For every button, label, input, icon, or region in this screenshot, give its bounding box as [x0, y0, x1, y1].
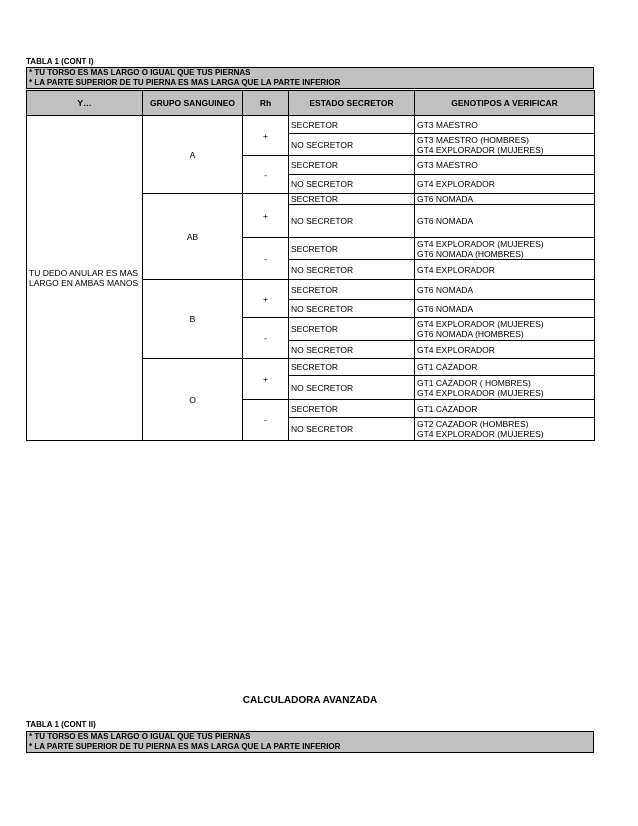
genotipo-line: GT4 EXPLORADOR	[417, 344, 495, 355]
genotipo-cell	[415, 300, 595, 318]
genotipo-cell	[415, 280, 595, 300]
genotipo-line: GT4 EXPLORADOR	[417, 264, 495, 275]
estado-cell: NO SECRETOR	[289, 376, 415, 400]
estado-cell: NO SECRETOR	[289, 300, 415, 318]
table-1-label: TABLA 1 (CONT I)	[26, 57, 94, 66]
table-2-banner	[26, 731, 594, 753]
rh-cell: -	[243, 156, 289, 194]
estado-cell: NO SECRETOR	[289, 418, 415, 441]
table-1-note-1: * TU TORSO ES MAS LARGO O IGUAL QUE TUS PIERNAS	[29, 68, 251, 77]
rh-cell: -	[243, 318, 289, 359]
genotipo-line: GT4 EXPLORADOR (MUJERES)	[417, 387, 544, 398]
estado-cell: NO SECRETOR	[289, 205, 415, 238]
header-estado-secretor: ESTADO SECRETOR	[289, 91, 415, 116]
genotipo-cell	[415, 134, 595, 156]
genotipo-cell	[415, 175, 595, 194]
estado-cell: NO SECRETOR	[289, 134, 415, 156]
y-condition-cell: TU DEDO ANULAR ES MAS LARGO EN AMBAS MANOS	[27, 116, 143, 441]
estado-cell: SECRETOR	[289, 116, 415, 134]
genotipo-line: GT2 CAZADOR (HOMBRES)	[417, 419, 529, 429]
table-header-row	[27, 91, 595, 116]
genotipo-cell	[415, 238, 595, 260]
estado-cell: NO SECRETOR	[289, 175, 415, 194]
genotipo-line: GT6 NOMADA (HOMBRES)	[417, 329, 524, 339]
genotipo-cell	[415, 156, 595, 175]
genotipo-line: GT1 CAZADOR	[417, 403, 478, 414]
genotipo-cell	[415, 359, 595, 376]
rh-cell: +	[243, 359, 289, 400]
genotipo-line: GT6 NOMADA	[417, 303, 474, 314]
blood-group-cell: AB	[143, 194, 243, 280]
genotipo-line: GT1 CAZADOR	[417, 362, 478, 372]
header-rh: Rh	[243, 91, 289, 116]
rh-cell: -	[243, 238, 289, 280]
table-1-banner	[26, 67, 594, 89]
genotipo-cell	[415, 194, 595, 205]
estado-cell: SECRETOR	[289, 194, 415, 205]
genotipo-line: GT4 EXPLORADOR (MUJERES)	[417, 429, 544, 439]
genotipo-cell	[415, 418, 595, 441]
estado-cell: SECRETOR	[289, 156, 415, 175]
genotipo-cell	[415, 341, 595, 359]
section-title: CALCULADORA AVANZADA	[242, 695, 378, 706]
genotipo-line: GT6 NOMADA	[417, 216, 474, 226]
header-genotipos: GENOTIPOS A VERIFICAR	[415, 91, 595, 116]
genotipo-line: GT4 EXPLORADOR (MUJERES)	[417, 319, 544, 329]
blood-group-cell: A	[143, 116, 243, 194]
genotipo-line: GT4 EXPLORADOR	[417, 179, 495, 189]
genotipo-line: GT3 MAESTRO	[417, 119, 478, 130]
estado-cell: SECRETOR	[289, 280, 415, 300]
genotipo-cell	[415, 400, 595, 418]
rh-cell: +	[243, 194, 289, 238]
genotipo-line: GT4 EXPLORADOR (MUJERES)	[417, 144, 544, 155]
estado-cell: SECRETOR	[289, 359, 415, 376]
genotipo-cell	[415, 376, 595, 400]
genotipo-cell	[415, 260, 595, 280]
genotipo-cell	[415, 318, 595, 341]
estado-cell: SECRETOR	[289, 318, 415, 341]
table-2-label: TABLA 1 (CONT II)	[26, 720, 96, 729]
genotipo-line: GT4 EXPLORADOR (MUJERES)	[417, 238, 544, 249]
header-grupo-sanguineo: GRUPO SANGUINEO	[143, 91, 243, 116]
table-row	[27, 116, 595, 134]
estado-cell: SECRETOR	[289, 238, 415, 260]
estado-cell: SECRETOR	[289, 400, 415, 418]
table-2-note-2: * LA PARTE SUPERIOR DE TU PIERNA ES MAS LARGA QUE LA PARTE INFERIOR	[29, 742, 341, 751]
blood-group-cell: B	[143, 280, 243, 359]
genotype-table	[26, 90, 595, 441]
genotipo-cell	[415, 116, 595, 134]
rh-cell: +	[243, 116, 289, 156]
genotipo-line: GT1 CAZADOR ( HOMBRES)	[417, 377, 531, 388]
table-2-note-1: * TU TORSO ES MAS LARGO O IGUAL QUE TUS PIERNAS	[29, 732, 251, 741]
genotipo-line: GT6 NOMADA	[417, 284, 474, 295]
genotipo-line: GT3 MAESTRO (HOMBRES)	[417, 134, 529, 145]
genotipo-line: GT3 MAESTRO	[417, 160, 478, 170]
rh-cell: -	[243, 400, 289, 441]
blood-group-cell: O	[143, 359, 243, 441]
estado-cell: NO SECRETOR	[289, 260, 415, 280]
genotipo-cell	[415, 205, 595, 238]
genotipo-line: GT6 NOMADA (HOMBRES)	[417, 248, 524, 259]
table-1-note-2: * LA PARTE SUPERIOR DE TU PIERNA ES MAS LARGA QUE LA PARTE INFERIOR	[29, 78, 341, 87]
estado-cell: NO SECRETOR	[289, 341, 415, 359]
header-y: Y…	[27, 91, 143, 116]
rh-cell: +	[243, 280, 289, 318]
genotipo-line: GT6 NOMADA	[417, 194, 474, 204]
